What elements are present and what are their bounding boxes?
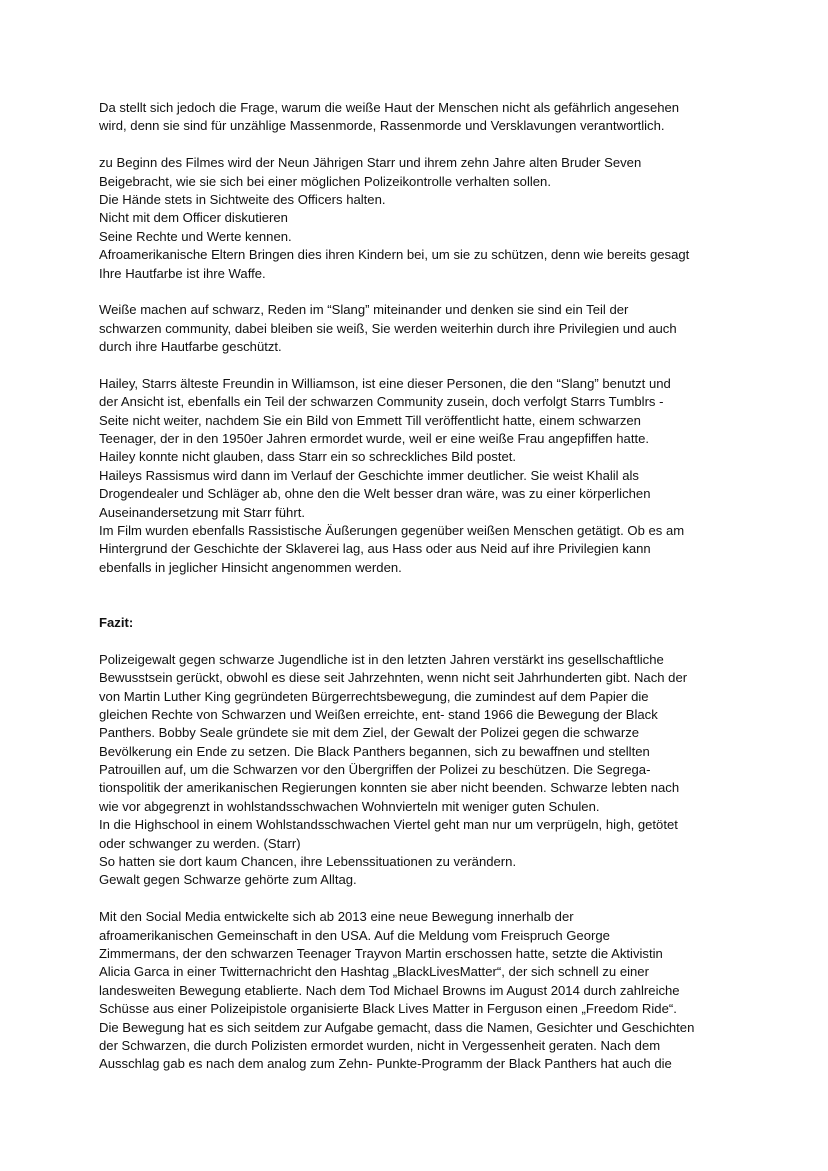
paragraph-gap [99,596,739,614]
paragraph-police-violence-history [99,651,739,890]
text-line: ebenfalls in jeglicher Hinsicht angenommen werden. [99,559,402,575]
text-line: wird, denn sie sind für unzählige Massenmorde, Rassenmorde und Versklavungen verantwortlich. [99,118,665,134]
text-line: schwarzen community, dabei bleiben sie weiß, Sie werden weiterhin durch ihre Privilegien und auch [99,320,677,336]
text-line: Haileys Rassismus wird dann im Verlauf der Geschichte immer deutlicher. Sie weist Khalil als [99,467,639,483]
text-line: Hailey, Starrs älteste Freundin in Williamson, ist eine dieser Personen, die den “Slang” benutzt und [99,375,671,391]
text-line: gleichen Rechte von Schwarzen und Weißen erreichte, ent- stand 1966 die Bewegung der Black [99,706,658,722]
text-line: Gewalt gegen Schwarze gehörte zum Alltag. [99,872,357,888]
text-line: So hatten sie dort kaum Chancen, ihre Lebenssituationen zu verändern. [99,854,517,870]
text-line: afroamerikanischen Gemeinschaft in den USA. Auf die Meldung vom Freispruch George [99,927,610,943]
paragraph-police-rules [99,154,739,283]
text-line: Da stellt sich jedoch die Frage, warum die weiße Haut der Menschen nicht als gefährlich angesehen [99,100,680,115]
text-line: Beigebracht, wie sie sich bei einer möglichen Polizeikontrolle verhalten sollen. [99,173,551,189]
text-line: Hintergrund der Geschichte der Sklaverei lag, aus Hass oder aus Neid auf ihre Privilegien kann [99,541,651,557]
paragraph-gap [99,136,739,154]
text-line: Schüsse aus einer Polizeipistole organisierte Black Lives Matter in Ferguson einen „Freedom Ride“. [99,1001,677,1017]
text-line: Nicht mit dem Officer diskutieren [99,210,288,226]
text-line: Hailey konnte nicht glauben, dass Starr ein so schreckliches Bild postet. [99,449,517,465]
text-line: Drogendealer und Schläger ab, ohne den die Welt besser dran wäre, was zu einer körperlichen [99,486,651,502]
paragraph-gap [99,890,739,908]
text-line: Polizeigewalt gegen schwarze Jugendliche ist in den letzten Jahren verstärkt ins gesellschaftliche [99,651,664,667]
text-line: von Martin Luther King gegründeten Bürgerrechtsbewegung, die zumindest auf dem Papier die [99,688,649,704]
paragraph-black-lives-matter [99,908,739,1074]
document-body [99,99,739,1074]
text-line: der Ansicht ist, ebenfalls ein Teil der schwarzen Community zusein, doch verfolgt Starrs Tumblrs - [99,394,664,410]
text-line: Die Bewegung hat es sich seitdem zur Aufgabe gemacht, dass die Namen, Gesichter und Geschichten [99,1019,695,1035]
text-line: Alicia Garca in einer Twitternachricht den Hashtag „BlackLivesMatter“, der sich schnell zu einer [99,964,649,980]
paragraph-gap [99,283,739,301]
text-line: In die Highschool in einem Wohlstandsschwachen Viertel geht man nur um verprügeln, high, getötet [99,817,678,833]
section-heading-fazit: Fazit: [99,614,134,630]
text-line: Panthers. Bobby Seale gründete sie mit dem Ziel, der Gewalt der Polizei gegen die schwarze [99,725,640,741]
text-line: landesweiten Bewegung etablierte. Nach dem Tod Michael Browns im August 2014 durch zahlreiche [99,982,680,998]
text-line: Afroamerikanische Eltern Bringen dies ihren Kindern bei, um sie zu schützen, denn wie bereits gesagt [99,247,690,263]
text-line: wie vor abgegrenzt in wohlstandsschwachen Wohnvierteln mit weniger guten Schulen. [99,798,600,814]
text-line: Weiße machen auf schwarz, Reden im “Slang” miteinander und denken sie sind ein Teil der [99,302,629,318]
paragraph-white-skin-question [99,99,739,136]
paragraph-slang [99,301,739,356]
paragraph-gap [99,632,739,650]
text-line: Die Hände stets in Sichtweite des Officers halten. [99,191,386,207]
paragraph-hailey [99,375,739,577]
text-line: Im Film wurden ebenfalls Rassistische Äußerungen gegenüber weißen Menschen getätigt. Ob es am [99,522,685,538]
text-line: oder schwanger zu werden. (Starr) [99,835,301,851]
text-line: Mit den Social Media entwickelte sich ab 2013 eine neue Bewegung innerhalb der [99,909,574,925]
text-line: durch ihre Hautfarbe geschützt. [99,339,282,355]
text-line: Ihre Hautfarbe ist ihre Waffe. [99,265,266,281]
text-line: Auseinandersetzung mit Starr führt. [99,504,305,520]
text-line: zu Beginn des Filmes wird der Neun Jährigen Starr und ihrem zehn Jahre alten Bruder Seven [99,155,642,171]
text-line: Patrouillen auf, um die Schwarzen vor den Übergriffen der Polizei zu beschützen. Die Segrega- [99,762,651,778]
text-line: Bewusstsein gerückt, obwohl es diese seit Jahrzehnten, wenn nicht seit Jahrhunderten gibt. Nach der [99,670,688,686]
paragraph-gap [99,577,739,595]
text-line: tionspolitik der amerikanischen Regierungen konnten sie aber nicht beenden. Schwarze lebten nach [99,780,680,796]
text-line: Ausschlag gab es nach dem analog zum Zehn- Punkte-Programm der Black Panthers hat auch die [99,1056,672,1072]
text-line: der Schwarzen, die durch Polizisten ermordet wurden, nicht in Vergessenheit geraten. Nach dem [99,1037,661,1053]
text-line: Teenager, der in den 1950er Jahren ermordet wurde, weil er eine weiße Frau angepfiffen hatte. [99,431,650,447]
text-line: Zimmermans, der den schwarzen Teenager Trayvon Martin erschossen hatte, setzte die Aktivistin [99,945,663,961]
text-line: Seine Rechte und Werte kennen. [99,228,292,244]
text-line: Bevölkerung ein Ende zu setzen. Die Black Panthers begannen, sich zu bewaffnen und stellten [99,743,650,759]
text-line: Seite nicht weiter, nachdem Sie ein Bild von Emmett Till veröffentlicht hatte, einem schwarzen [99,412,641,428]
paragraph-gap [99,356,739,374]
